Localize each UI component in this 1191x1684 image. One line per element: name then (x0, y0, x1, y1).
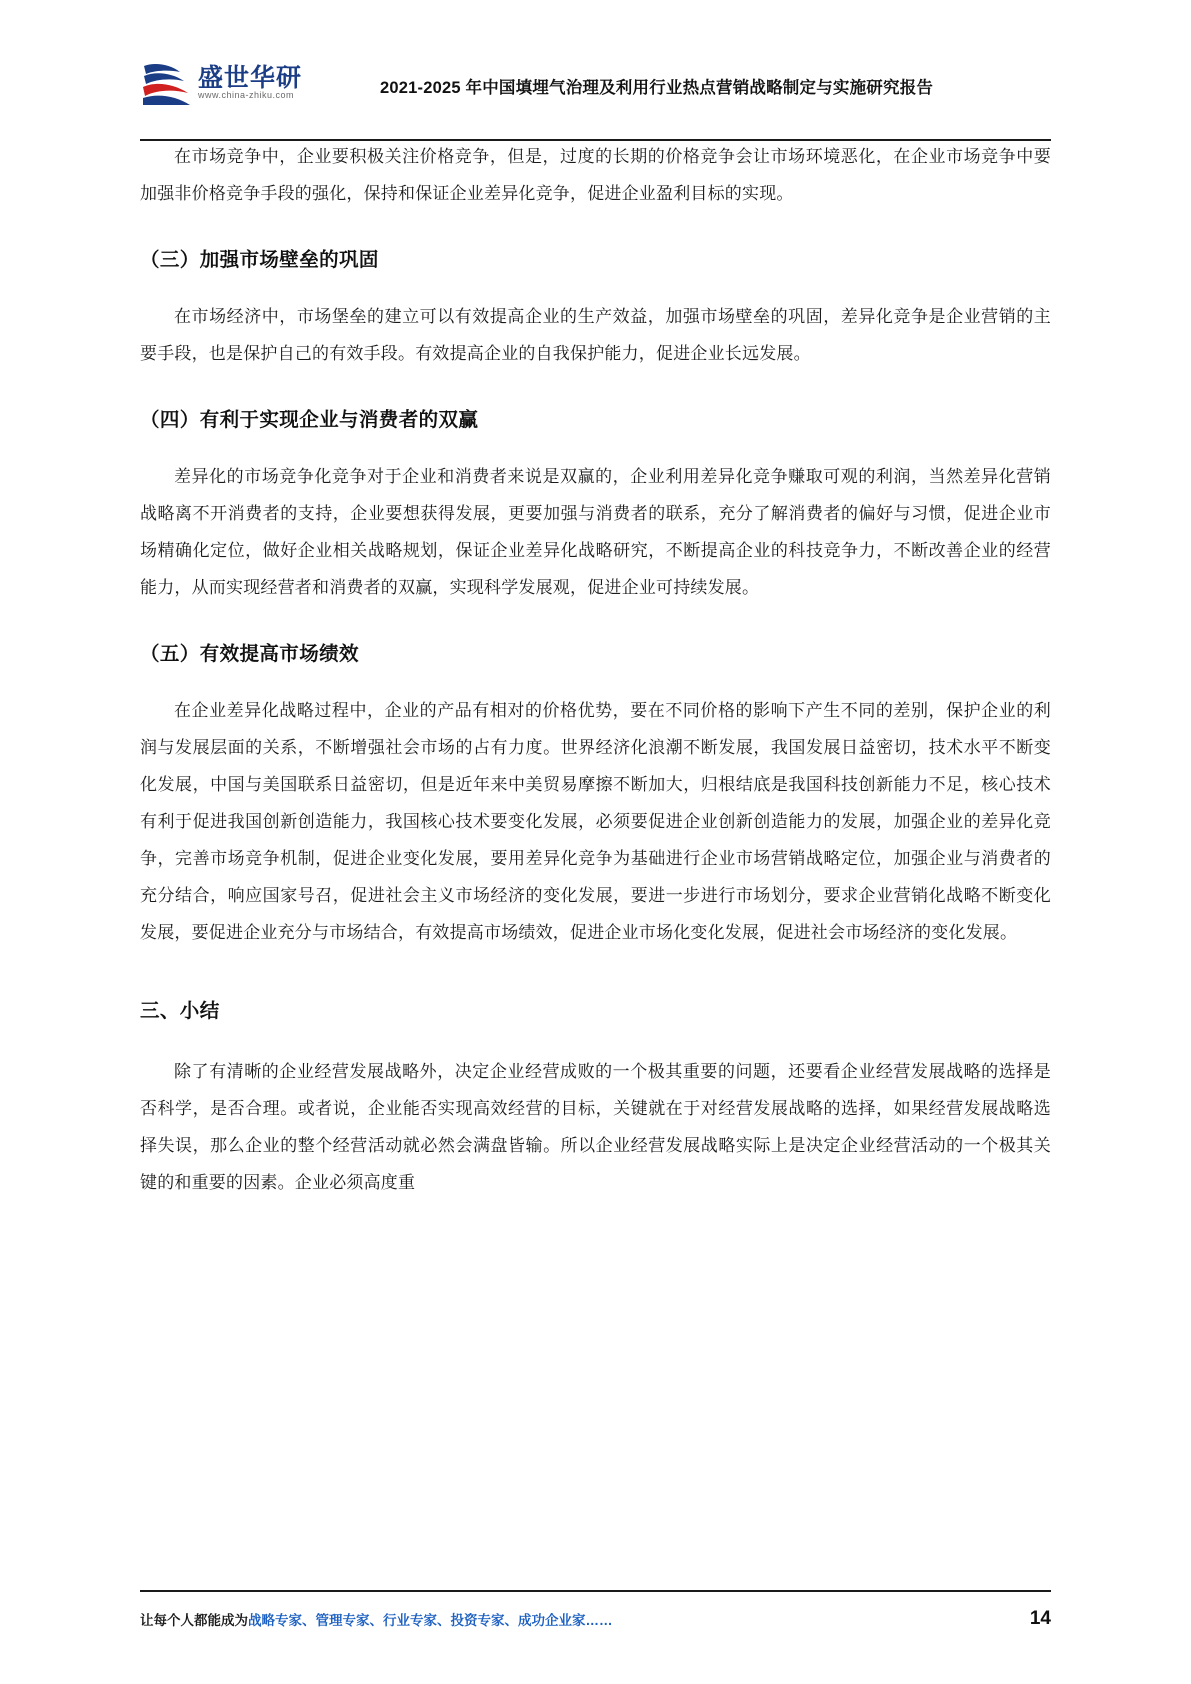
section-heading-summary: 三、小结 (140, 1000, 220, 1022)
footer-slogan-prefix: 让每个人都能成为 (140, 1613, 248, 1628)
company-logo (140, 56, 310, 118)
paragraph-1: 在市场竞争中，企业要积极关注价格竞争，但是，过度的长期的价格竞争会让市场环境恶化，在企业市场竞争中要加强非价格竞争手段的强化，保持和保证企业差异化竞争，促进企业盈利目标的实现。 (140, 147, 1051, 203)
footer-slogan (140, 1609, 613, 1629)
section-heading-4: （四）有利于实现企业与消费者的双赢 (140, 409, 479, 431)
footer-slogan-accent: 战略专家、管理专家、行业专家、投资专家、成功企业家…… (248, 1613, 613, 1628)
section-heading-5: （五）有效提高市场绩效 (140, 643, 359, 665)
header-divider (140, 139, 1051, 141)
paragraph-2: 在市场经济中，市场堡垒的建立可以有效提高企业的生产效益，加强市场壁垒的巩固，差异化竞争是企业营销的主要手段，也是保护自己的有效手段。有效提高企业的自我保护能力，促进企业长远发展。 (140, 307, 1051, 363)
document-content (140, 120, 1051, 1201)
page-header (140, 0, 1051, 120)
footer-divider (140, 1590, 1051, 1592)
report-title: 2021-2025 年中国填埋气治理及利用行业热点营销战略制定与实施研究报告 (380, 79, 934, 97)
logo-text: 盛世华研 (198, 64, 303, 92)
paragraph-3: 差异化的市场竞争化竞争对于企业和消费者来说是双赢的，企业利用差异化竞争赚取可观的利润，当然差异化营销战略离不开消费者的支持，企业要想获得发展，更要加强与消费者的联系，充分了解消费者的偏好与习惯，促进企业市场精确化定位，做好企业相关战略规划，保证企业差异化战略研究，不断提高企业的科技竞争力，不断改善企业的经营能力，从而实现经营者和消费者的双赢，实现科学发展观，促进企业可持续发展。 (140, 467, 1051, 597)
paragraph-5: 除了有清晰的企业经营发展战略外，决定企业经营成败的一个极其重要的问题，还要看企业经营发展战略的选择是否科学，是否合理。或者说，企业能否实现高效经营的目标，关键就在于对经营发展战略的选择，如果经营发展战略选择失误，那么企业的整个经营活动就必然会满盘皆输。所以企业经营发展战略实际上是决定企业经营活动的一个极其关键的和重要的因素。企业必须高度重 (140, 1062, 1051, 1192)
page-number: 14 (1029, 1608, 1051, 1629)
page-footer (140, 1602, 1051, 1636)
logo-mark-icon (140, 60, 194, 108)
section-heading-3: （三）加强市场壁垒的巩固 (140, 249, 379, 271)
paragraph-4: 在企业差异化战略过程中，企业的产品有相对的价格优势，要在不同价格的影响下产生不同的差别，保护企业的利润与发展层面的关系，不断增强社会市场的占有力度。世界经济化浪潮不断发展，我国发展日益密切，技术水平不断变化发展，中国与美国联系日益密切，但是近年来中美贸易摩擦不断加大，归根结底是我国科技创新能力不足，核心技术有利于促进我国创新创造能力，我国核心技术要变化发展，必须要促进企业创新创造能力的发展，加强企业的差异化竞争，完善市场竞争机制，促进企业变化发展，要用差异化竞争为基础进行企业市场营销战略定位，加强企业与消费者的充分结合，响应国家号召，促进社会主义市场经济的变化发展，要进一步进行市场划分，要求企业营销化战略不断变化发展，要促进企业充分与市场结合，有效提高市场绩效，促进企业市场化变化发展，促进社会市场经济的变化发展。 (140, 701, 1051, 942)
logo-subtext: www.china-zhiku.com (198, 90, 295, 100)
